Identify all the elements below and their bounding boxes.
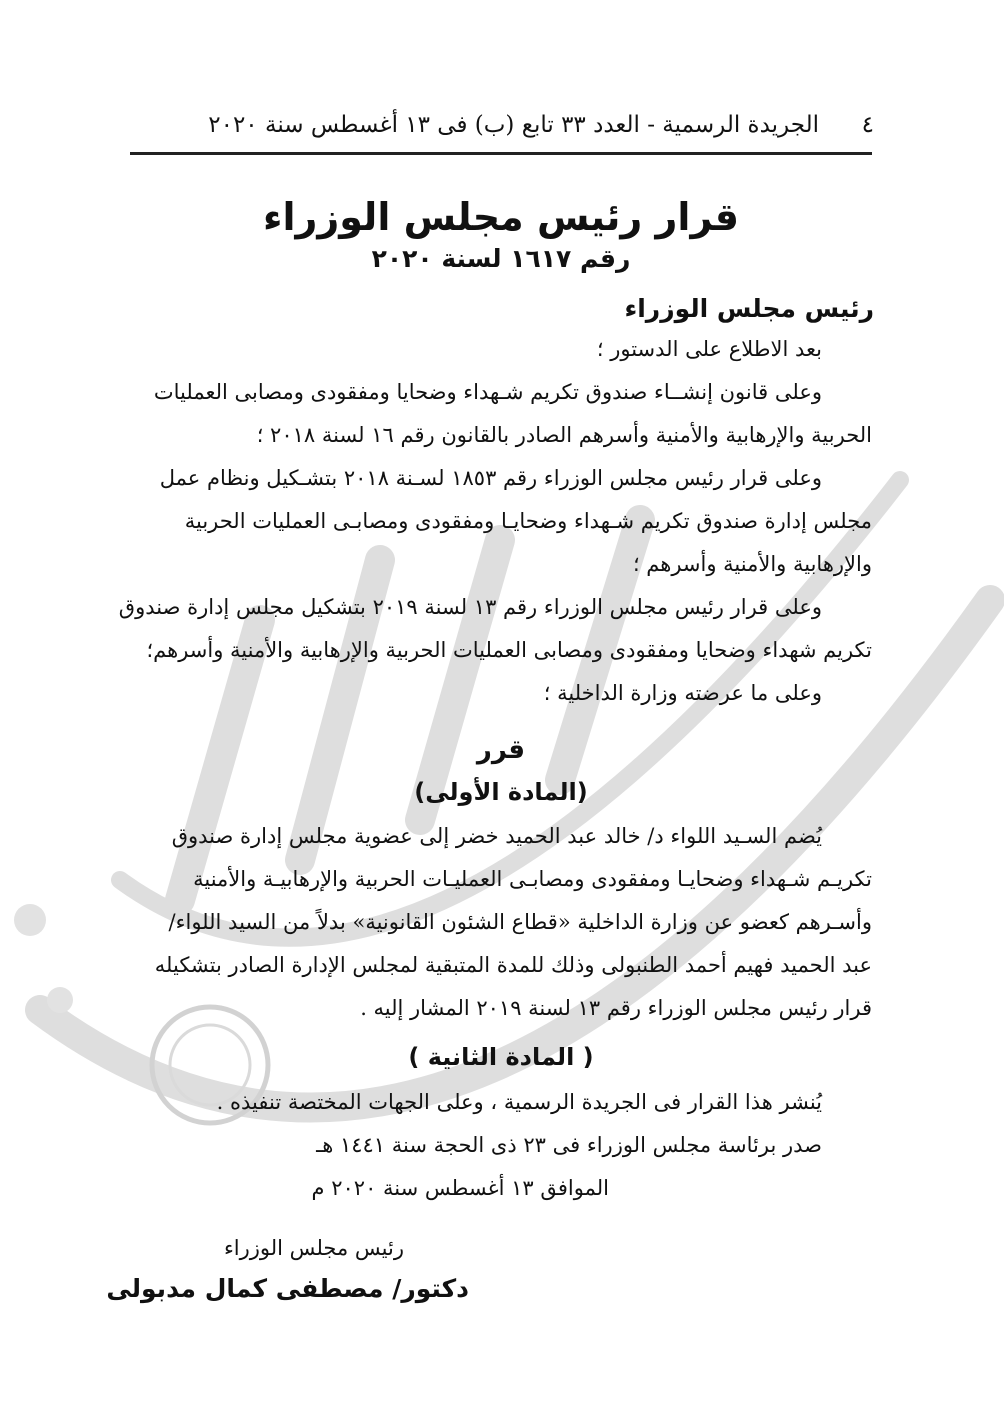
issue-date-hijri: صدر برئاسة مجلس الوزراء فى ٢٣ ذى الحجة سنة ١٤٤١ هـ (316, 1133, 822, 1157)
article-1-line: تكريـم شـهداء وضحايـا ومفقودى ومصابـى العمليـات الحربية والإرهابيـة والأمنية (193, 867, 872, 891)
gazette-header: الجريدة الرسمية - العدد ٣٣ تابع (ب) فى ١٣ أغسطس سنة ٢٠٢٠ (208, 112, 819, 138)
preamble-line: بعد الاطلاع على الدستور ؛ (596, 337, 822, 361)
preamble-line: تكريم شهداء وضحايا ومفقودى ومصابى العمليات الحربية والإرهابية والأمنية وأسرهم؛ (146, 638, 872, 662)
decree-title: قرار رئيس مجلس الوزراء (263, 195, 739, 239)
watermark-dot (14, 904, 46, 936)
preamble-line: وعلى قرار رئيس مجلس الوزراء رقم ١٨٥٣ لسـنة ٢٠١٨ بتشـكيل ونظام عمل (159, 466, 822, 490)
article-1-line: وأسـرهم كعضو عن وزارة الداخلية «قطاع الشئون القانونية» بدلاً من السيد اللواء/ (168, 910, 872, 934)
watermark-arc (40, 600, 990, 1108)
article-1-line: عبد الحميد فهيم أحمد الطنبولى وذلك للمدة المتبقية لمجلس الإدارة الصادر بتشكيله (154, 953, 872, 977)
header-divider (130, 152, 872, 155)
signature-name: دكتور/ مصطفى كمال مدبولى (106, 1274, 469, 1303)
watermark-dot (47, 987, 73, 1013)
article-1-line: قرار رئيس مجلس الوزراء رقم ١٣ لسنة ٢٠١٩ المشار إليه . (360, 996, 872, 1020)
preamble-line: والإرهابية والأمنية وأسرهم ؛ (632, 552, 872, 576)
article-2-heading: ( المادة الثانية ) (408, 1043, 594, 1071)
decree-number: رقم ١٦١٧ لسنة ٢٠٢٠ (371, 244, 631, 273)
preamble-line: وعلى ما عرضته وزارة الداخلية ؛ (543, 681, 822, 705)
preamble-line: وعلى قرار رئيس مجلس الوزراء رقم ١٣ لسنة ٢٠١٩ بتشكيل مجلس إدارة صندوق (118, 595, 822, 619)
article-1-line: يُضم السـيد اللواء د/ خالد عبد الحميد خضر إلى عضوية مجلس إدارة صندوق (171, 824, 822, 848)
article-1-heading: (المادة الأولى) (414, 778, 588, 806)
signature-title: رئيس مجلس الوزراء (223, 1236, 404, 1260)
issuer-heading: رئيس مجلس الوزراء (624, 294, 874, 323)
article-2-line: يُنشر هذا القرار فى الجريدة الرسمية ، وعلى الجهات المختصة تنفيذه . (216, 1090, 822, 1114)
preamble-line: مجلس إدارة صندوق تكريم شـهداء وضحايـا ومفقودى ومصابـى العمليات الحربية (184, 509, 872, 533)
preamble-line: الحربية والإرهابية والأمنية وأسرهم الصادر بالقانون رقم ١٦ لسنة ٢٠١٨ ؛ (256, 423, 872, 447)
decided-heading: قرر (476, 735, 526, 765)
page-number: ٤ (861, 112, 874, 138)
issue-date-gregorian: الموافق ١٣ أغسطس سنة ٢٠٢٠ م (311, 1176, 609, 1200)
preamble-line: وعلى قانون إنشــاء صندوق تكريم شـهداء وضحايا ومفقودى ومصابى العمليات (153, 380, 822, 404)
